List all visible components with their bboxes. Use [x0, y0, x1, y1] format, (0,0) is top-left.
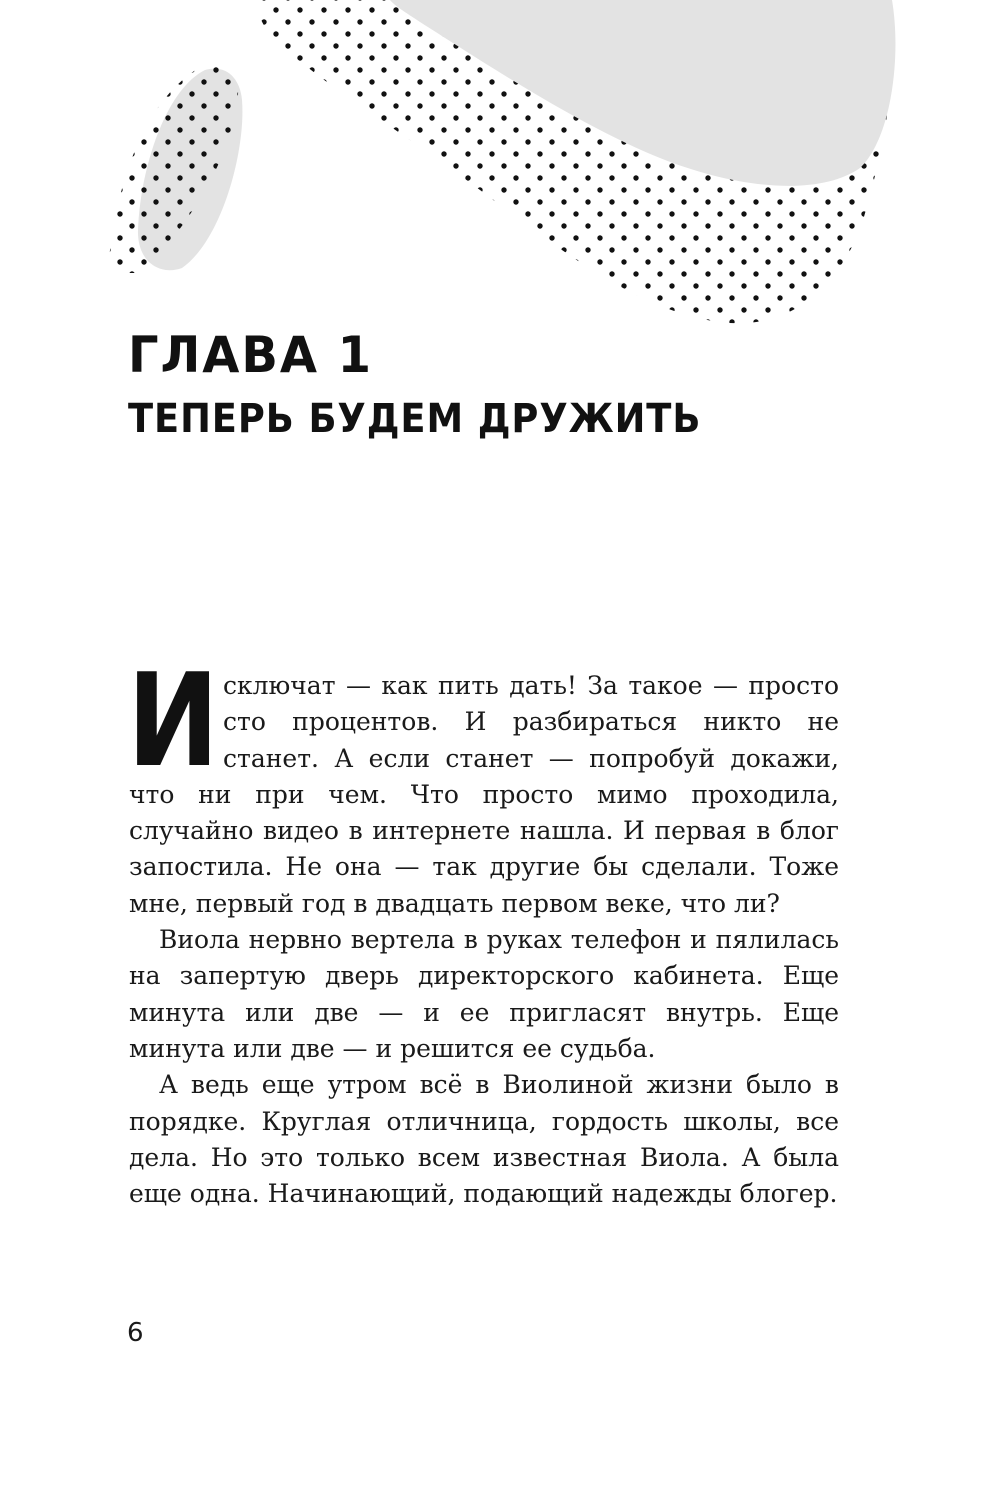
paragraph-1 — [127, 647, 839, 922]
chapter-number: ГЛАВА 1 — [128, 326, 373, 384]
body-text — [127, 647, 839, 1212]
paragraph-3: А ведь еще утром всё в Виолиной жизни было в порядке. Круглая отличница, гордость школы, все дела. Но это только всем известная Виола. А была еще одна. Начинающий, подающий надежды блогер. — [129, 1070, 839, 1209]
decorative-dot-pattern — [0, 0, 1000, 340]
chapter-header — [128, 328, 888, 442]
paragraph-2: Виола нервно вертела в руках телефон и пялилась на запертую дверь директорского кабинета. Еще минута или две — и ее пригласят внутрь. Еще минута или две — и решится ее судьба. — [129, 925, 839, 1063]
chapter-title: ТЕПЕРЬ БУДЕМ ДРУЖИТЬ — [128, 396, 702, 442]
paragraph-1-text: сключат — как пить дать! За такое — просто сто процентов. И разбираться никто не станет. А если станет — попробуй докажи, что ни при чем. Что просто мимо проходила, случайно видео в интернете нашла. И первая в блог запостила. Не она — так другие бы сделали. Тоже мне, первый год в двадцать первом веке, что ли? — [129, 671, 839, 918]
drop-cap: И — [127, 647, 220, 796]
page-number: 6 — [127, 1318, 144, 1348]
